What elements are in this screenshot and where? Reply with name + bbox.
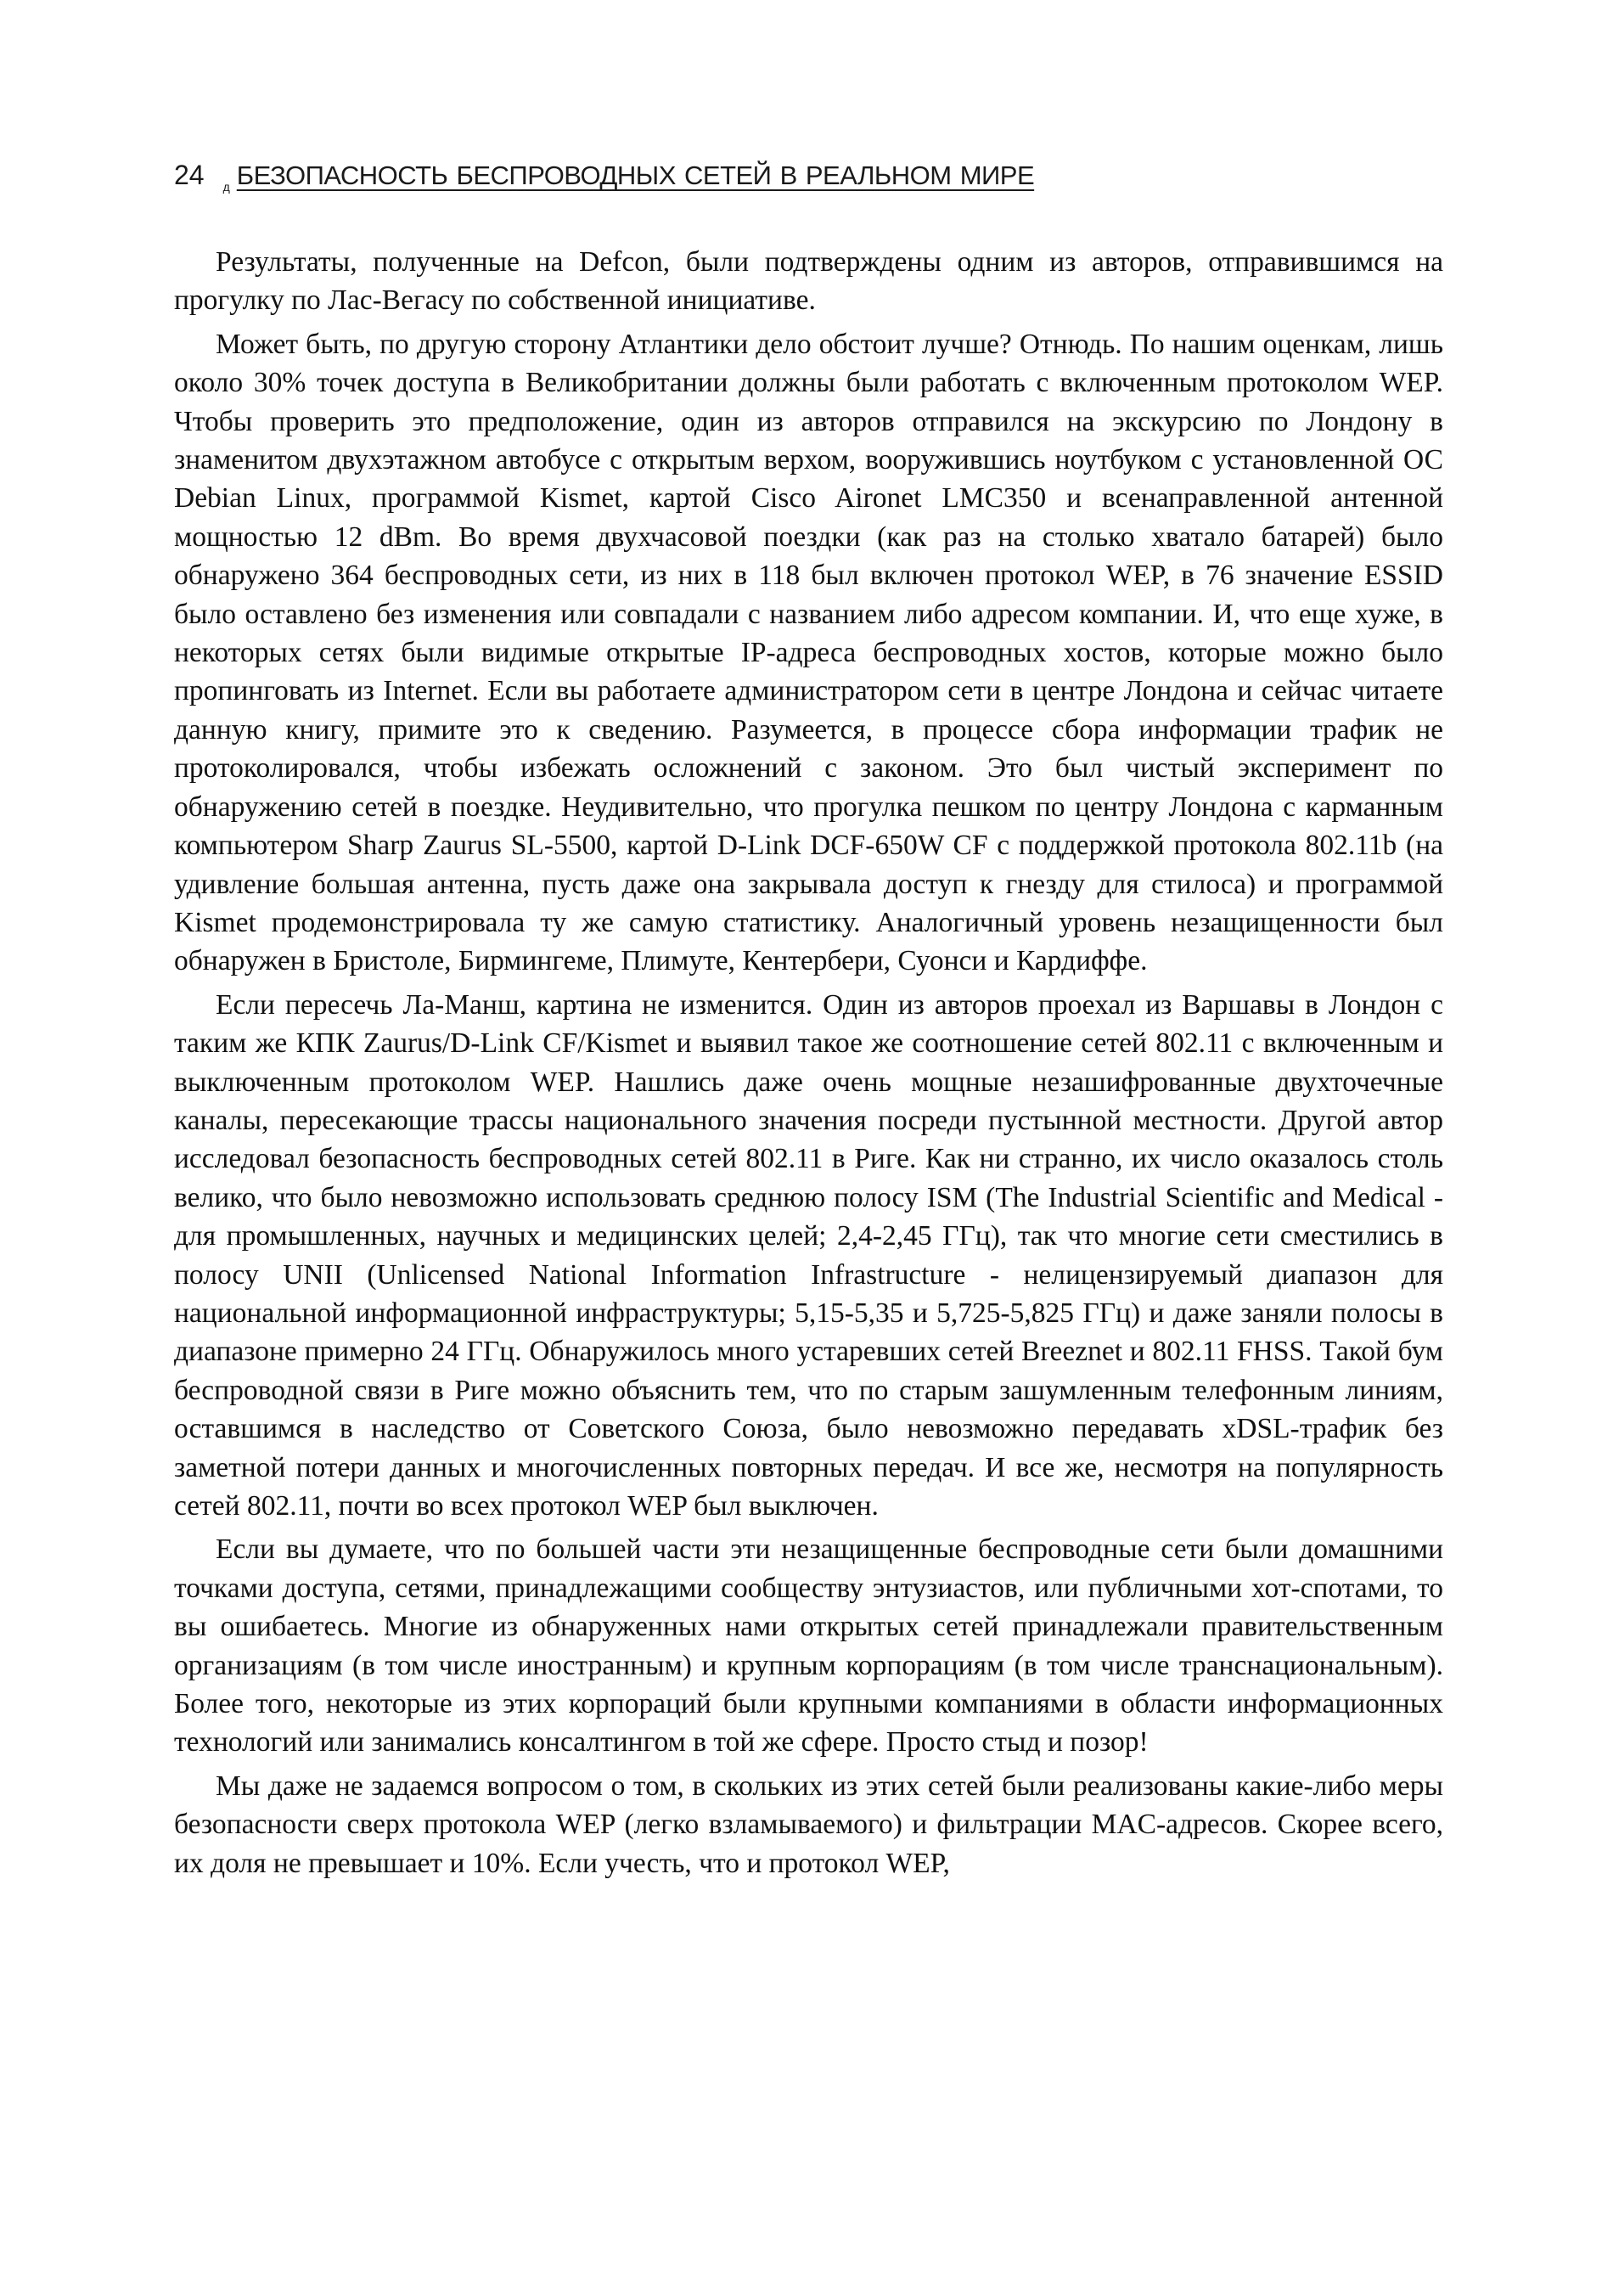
- page-number: 24: [174, 160, 205, 190]
- running-title: БЕЗОПАСНОСТЬ БЕСПРОВОДНЫХ СЕТЕЙ В РЕАЛЬНОМ МИРЕ: [236, 160, 1035, 190]
- paragraph: Если пересечь Ла-Манш, картина не изменится. Один из авторов проехал из Варшавы в Лондон с таким же КПК Zaurus/D-Link CF/Kismet и выявил такое же соотношение сетей 802.11 с включенным и выключенным протоколом WEP. Нашлись даже очень мощные незашифрованные двухточечные каналы, пересекающие трассы национального значения посреди пустынной местности. Другой автор исследовал безопасность беспроводных сетей 802.11 в Риге. Как ни странно, их число оказалось столь велико, что было невозможно использовать среднюю полосу ISM (The Industrial Scientific and Medical - для промышленных, научных и медицинских целей; 2,4-2,45 ГГц), так что многие сети сместились в полосу UNII (Unlicensed National Information Infrastructure - нелицензируемый диапазон для национальной информационной инфраструктуры; 5,15-5,35 и 5,725-5,825 ГГц) и даже заняли полосы в диапазоне примерно 24 ГГц. Обнаружилось много устаревших сетей Breeznet и 802.11 FHSS. Такой бум беспроводной связи в Риге можно объяснить тем, что по старым зашумленным телефонным линиям, оставшимся в наследство от Советского Союза, было невозможно передавать xDSL-трафик без заметной потери данных и многочисленных повторных передач. И все же, несмотря на популярность сетей 802.11, почти во всех протокол WEP был выключен.: [174, 988, 1443, 1522]
- paragraph: Может быть, по другую сторону Атлантики дело обстоит лучше? Отнюдь. По нашим оценкам, лишь около 30% точек доступа в Великобритании должны были работать с включенным протоколом WEP. Чтобы проверить это предположение, один из авторов отправился на экскурсию по Лондону в знаменитом двухэтажном автобусе с открытым верхом, вооружившись ноутбуком с установленной ОС Debian Linux, программой Kismet, картой Cisco Aironet LMC350 и всенаправленной антенной мощностью 12 dBm. Во время двухчасовой поездки (как раз на столько хватало батарей) было обнаружено 364 беспроводных сети, из них в 118 был включен протокол WEP, в 76 значение ESSID было оставлено без изменения или совпадали с названием либо адресом компании. И, что еще хуже, в некоторых сетях были видимые открытые IP-адреса беспроводных хостов, которые можно было пропинговать из Internet. Если вы работаете администратором сети в центре Лондона и сейчас читаете данную книгу, примите это к сведению. Разумеется, в процессе сбора информации трафик не протоколировался, чтобы избежать осложнений с законом. Это был чистый эксперимент по обнаружению сетей в поездке. Неудивительно, что прогулка пешком по центру Лондона с карманным компьютером Sharp Zaurus SL-5500, картой D-Link DCF-650W CF с поддержкой протокола 802.11b (на удивление большая антенна, пусть даже она закрывала доступ к гнезду для стилоса) и программой Kismet продемонстрировала ту же самую статистику. Аналогичный уровень незащищенности был обнаружен в Бристоле, Бирмингеме, Плимуте, Кентербери, Суонси и Кардиффе.: [174, 328, 1443, 977]
- paragraph: Если вы думаете, что по большей части эти незащищенные беспроводные сети были домашними точками доступа, сетями, принадлежащими сообществу энтузиастов, или публичными хот-спотами, то вы ошибаетесь. Многие из обнаруженных нами открытых сетей принадлежали правительственным организациям (в том числе иностранным) и крупным корпорациям (в том числе транснациональным). Более того, некоторые из этих корпораций были крупными компаниями в области информационных технологий или занимались консалтингом в той же сфере. Просто стыд и позор!: [174, 1533, 1443, 1759]
- paragraph: Результаты, полученные на Defcon, были подтверждены одним из авторов, отправившимся на прогулку по Лас-Вегасу по собственной инициативе.: [174, 246, 1443, 317]
- body-text: [174, 243, 1443, 1882]
- running-header: [174, 160, 1447, 200]
- paragraph: Мы даже не задаемся вопросом о том, в скольких из этих сетей были реализованы какие-либо меры безопасности сверх протокола WEP (легко взламываемого) и фильтрации MAC-адресов. Скорее всего, их доля не превышает и 10%. Если учесть, что и протокол WEP,: [174, 1770, 1443, 1879]
- header-mark: д: [222, 180, 230, 194]
